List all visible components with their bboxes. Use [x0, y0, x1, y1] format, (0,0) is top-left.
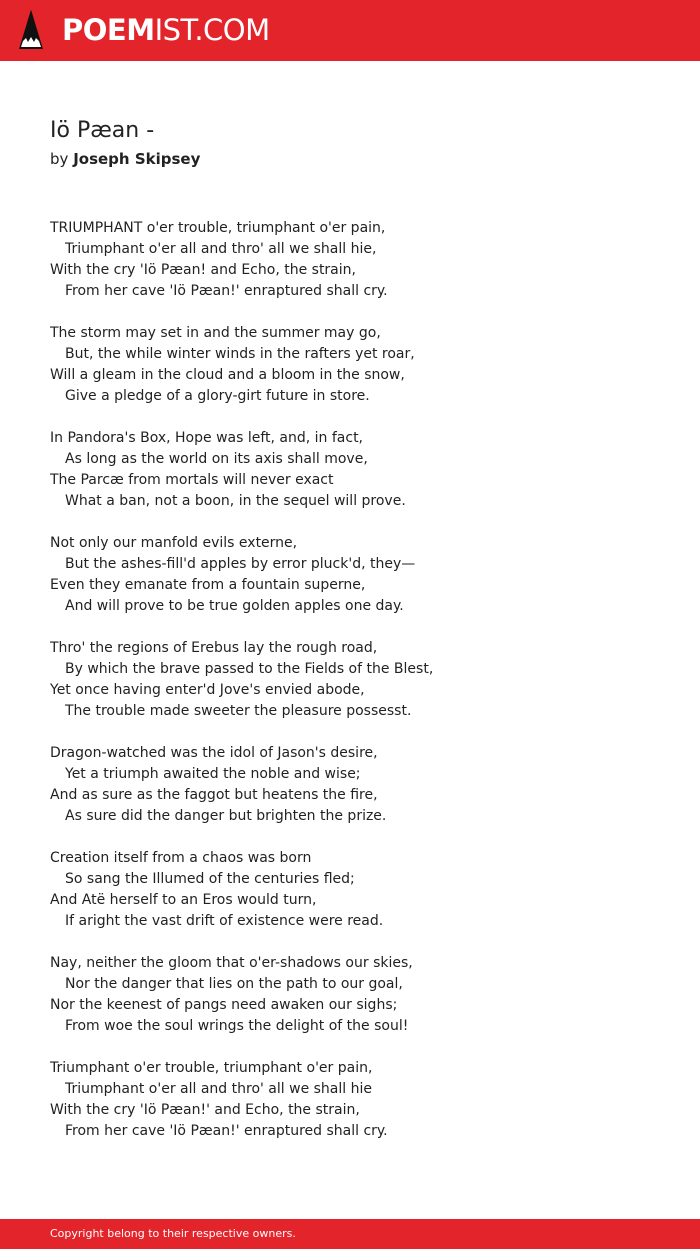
poem-line: Nor the keenest of pangs need awaken our sighs;	[50, 997, 398, 1013]
poem-line: From her cave 'Iö Pæan!' enraptured shall cry.	[65, 1123, 388, 1139]
site-logo[interactable]	[62, 10, 270, 50]
poem-line: Thro' the regions of Erebus lay the rough road,	[50, 640, 378, 656]
poem-line: But, the while winter winds in the rafters yet roar,	[65, 346, 415, 362]
stanza	[50, 218, 650, 302]
poem-line: If aright the vast drift of existence were read.	[65, 913, 384, 929]
poem-line: The Parcæ from mortals will never exact	[50, 472, 334, 488]
poem-line: With the cry 'Iö Pæan!' and Echo, the strain,	[50, 1102, 360, 1118]
byline	[50, 148, 200, 170]
poem-line: As long as the world on its axis shall move,	[65, 451, 368, 467]
stanza	[50, 1058, 650, 1142]
poem-line: Creation itself from a chaos was born	[50, 850, 312, 866]
poem-line: And Atë herself to an Eros would turn,	[50, 892, 317, 908]
poem-line: But the ashes-fill'd apples by error pluck'd, they—	[65, 556, 416, 572]
poem-line: TRIUMPHANT o'er trouble, triumphant o'er pain,	[50, 220, 386, 236]
poem-line: Triumphant o'er all and thro' all we shall hie,	[65, 241, 377, 257]
poem-line: Give a pledge of a glory-girt future in store.	[65, 388, 370, 404]
poem-line: Yet once having enter'd Jove's envied abode,	[50, 682, 365, 698]
logo-text-bold: POEM	[62, 13, 155, 47]
poem-line: As sure did the danger but brighten the prize.	[65, 808, 387, 824]
poem-line: Nay, neither the gloom that o'er-shadows our skies,	[50, 955, 413, 971]
stanza	[50, 533, 650, 617]
stanza	[50, 848, 650, 932]
stanza	[50, 638, 650, 722]
poem-line: Triumphant o'er all and thro' all we shall hie	[65, 1081, 372, 1097]
by-label: by	[50, 150, 69, 168]
author-name: Joseph Skipsey	[73, 150, 201, 168]
poem-line: Triumphant o'er trouble, triumphant o'er pain,	[50, 1060, 373, 1076]
copyright-notice: Copyright belong to their respective owners.	[50, 1227, 296, 1240]
poem-line: And as sure as the faggot but heatens the fire,	[50, 787, 378, 803]
poem-line: Not only our manfold evils externe,	[50, 535, 298, 551]
site-footer	[0, 1219, 700, 1249]
stanza	[50, 953, 650, 1037]
pencil-tip-icon[interactable]	[18, 9, 44, 51]
poem-body	[50, 218, 650, 1163]
poem-line: Even they emanate from a fountain superne,	[50, 577, 366, 593]
stanza	[50, 743, 650, 827]
stanza	[50, 428, 650, 512]
poem-line: The trouble made sweeter the pleasure possesst.	[65, 703, 412, 719]
poem-line: With the cry 'Iö Pæan! and Echo, the strain,	[50, 262, 356, 278]
logo-text-thin: IST.COM	[154, 13, 270, 47]
poem-line: Yet a triumph awaited the noble and wise;	[65, 766, 361, 782]
poem-line: What a ban, not a boon, in the sequel will prove.	[65, 493, 406, 509]
poem-line: And will prove to be true golden apples one day.	[65, 598, 404, 614]
poem-line: Will a gleam in the cloud and a bloom in the snow,	[50, 367, 405, 383]
poem-line: Dragon-watched was the idol of Jason's desire,	[50, 745, 378, 761]
stanza	[50, 323, 650, 407]
poem-line: Nor the danger that lies on the path to our goal,	[65, 976, 403, 992]
poem-line: The storm may set in and the summer may go,	[50, 325, 381, 341]
poem-line: From woe the soul wrings the delight of the soul!	[65, 1018, 409, 1034]
poem-line: In Pandora's Box, Hope was left, and, in fact,	[50, 430, 364, 446]
poem-title: Iö Pæan -	[50, 118, 155, 143]
poem-line: By which the brave passed to the Fields of the Blest,	[65, 661, 434, 677]
poem-line: So sang the Illumed of the centuries fled;	[65, 871, 355, 887]
site-header	[0, 0, 700, 61]
poem-line: From her cave 'Iö Pæan!' enraptured shall cry.	[65, 283, 388, 299]
